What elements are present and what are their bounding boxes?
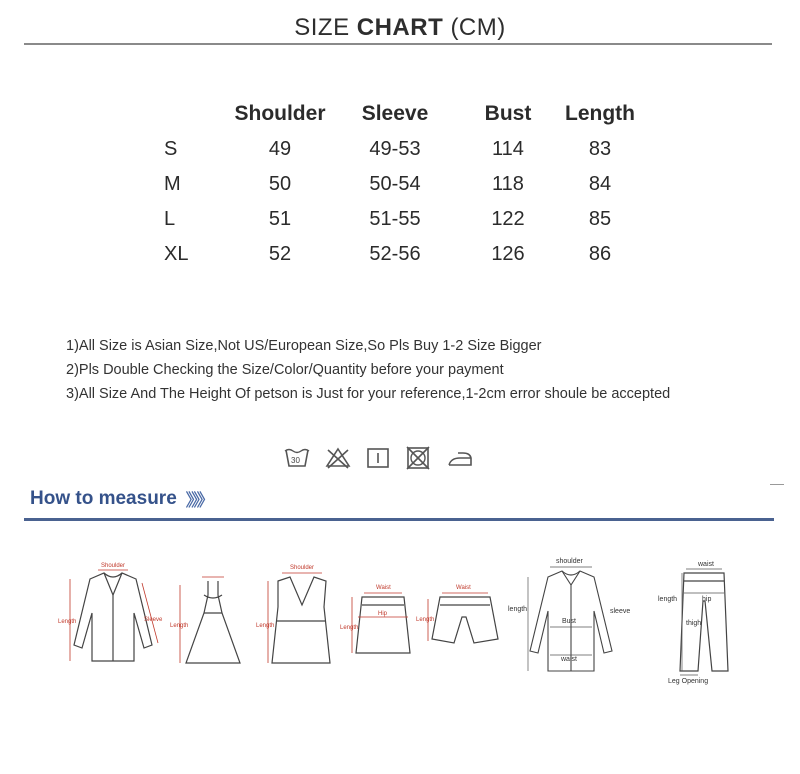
label-thigh: thigh bbox=[686, 620, 702, 627]
label-length-4: Length bbox=[340, 625, 359, 631]
cell-size: XL bbox=[164, 243, 189, 265]
table-row bbox=[150, 167, 644, 202]
how-to-measure-label: How to measure bbox=[30, 487, 177, 509]
label-sleeve-lc: sleeve bbox=[610, 608, 631, 615]
label-sleeve: Sleeve bbox=[144, 617, 163, 623]
header-length: Length bbox=[565, 102, 635, 125]
title-chart: CHART bbox=[356, 14, 444, 41]
no-bleach-icon bbox=[325, 446, 351, 470]
garment-diagrams bbox=[0, 555, 800, 695]
cell-sleeve: 51-55 bbox=[369, 208, 421, 230]
size-chart-table bbox=[150, 96, 644, 272]
label-shoulder: Shoulder bbox=[101, 563, 126, 569]
table-row bbox=[150, 132, 644, 167]
label-shoulder-2: Shoulder bbox=[290, 565, 315, 571]
cell-length: 83 bbox=[588, 138, 612, 160]
label-length-2: Length bbox=[170, 623, 189, 629]
note-3: 3)All Size And The Height Of petson is Just for your reference,1-2cm error shoule be accepted bbox=[66, 386, 671, 402]
corner-mark bbox=[770, 484, 784, 485]
label-waist-2: Waist bbox=[456, 585, 471, 591]
label-length-3: Length bbox=[256, 623, 275, 629]
note-2: 2)Pls Double Checking the Size/Color/Quantity before your payment bbox=[66, 362, 504, 378]
cell-bust: 118 bbox=[492, 173, 524, 195]
label-leg-opening: Leg Opening bbox=[668, 678, 709, 685]
tumble-dry-icon bbox=[366, 446, 390, 470]
label-waist-lc-2: waist bbox=[698, 561, 714, 568]
cell-size: S bbox=[164, 138, 178, 160]
cell-shoulder: 52 bbox=[268, 243, 292, 265]
cell-length: 84 bbox=[588, 173, 612, 195]
iron-icon bbox=[446, 446, 474, 470]
cell-sleeve: 50-54 bbox=[369, 173, 421, 195]
cell-shoulder: 50 bbox=[268, 173, 292, 195]
cell-sleeve: 49-53 bbox=[369, 138, 421, 160]
cell-shoulder: 51 bbox=[268, 208, 292, 230]
measure-divider bbox=[24, 518, 774, 521]
label-length: Length bbox=[58, 619, 77, 625]
label-hip-lc: hip bbox=[702, 596, 712, 603]
page-title bbox=[0, 14, 800, 42]
header-sleeve: Sleeve bbox=[361, 102, 429, 125]
label-length-5: Length bbox=[416, 617, 435, 623]
header-size bbox=[150, 96, 230, 132]
label-waist: Waist bbox=[376, 585, 391, 591]
size-notes bbox=[66, 334, 670, 406]
cell-bust: 126 bbox=[491, 243, 525, 265]
cell-length: 85 bbox=[588, 208, 612, 230]
skirt-diagram bbox=[352, 593, 410, 653]
blouse-diagram bbox=[70, 570, 158, 661]
care-icons bbox=[284, 446, 474, 470]
label-hip: Hip bbox=[378, 611, 388, 617]
label-length-lc-2: length bbox=[658, 596, 678, 603]
cell-shoulder: 49 bbox=[268, 138, 292, 160]
shorts-diagram bbox=[428, 593, 498, 643]
label-shoulder-lc: shoulder bbox=[556, 558, 583, 565]
cell-length: 86 bbox=[588, 243, 612, 265]
header-bust: Bust bbox=[484, 102, 532, 125]
cell-sleeve: 52-56 bbox=[369, 243, 421, 265]
label-length-lc: length bbox=[508, 606, 528, 613]
title-size: SIZE bbox=[294, 14, 350, 41]
how-to-measure-heading bbox=[30, 486, 211, 511]
cell-bust: 122 bbox=[491, 208, 525, 230]
wash-temp-label: 30 bbox=[291, 456, 300, 465]
label-waist-lc: waist bbox=[561, 656, 577, 663]
title-divider bbox=[24, 43, 772, 45]
cell-size: M bbox=[164, 173, 181, 195]
title-unit: (CM) bbox=[450, 14, 506, 41]
cell-bust: 114 bbox=[492, 138, 524, 160]
header-shoulder: Shoulder bbox=[234, 102, 326, 125]
table-row bbox=[150, 237, 644, 272]
note-1: 1)All Size is Asian Size,Not US/European Size,So Pls Buy 1-2 Size Bigger bbox=[66, 338, 542, 354]
table-header-row bbox=[150, 96, 644, 132]
cell-size: L bbox=[164, 208, 176, 230]
wash-30-icon bbox=[284, 446, 310, 470]
no-dry-clean-icon bbox=[405, 446, 431, 470]
label-bust: Bust bbox=[562, 618, 577, 625]
tank-top-diagram bbox=[268, 573, 330, 663]
chevron-right-icon: 》》》 bbox=[185, 491, 211, 510]
table-row bbox=[150, 202, 644, 237]
cami-dress-diagram bbox=[180, 577, 240, 663]
